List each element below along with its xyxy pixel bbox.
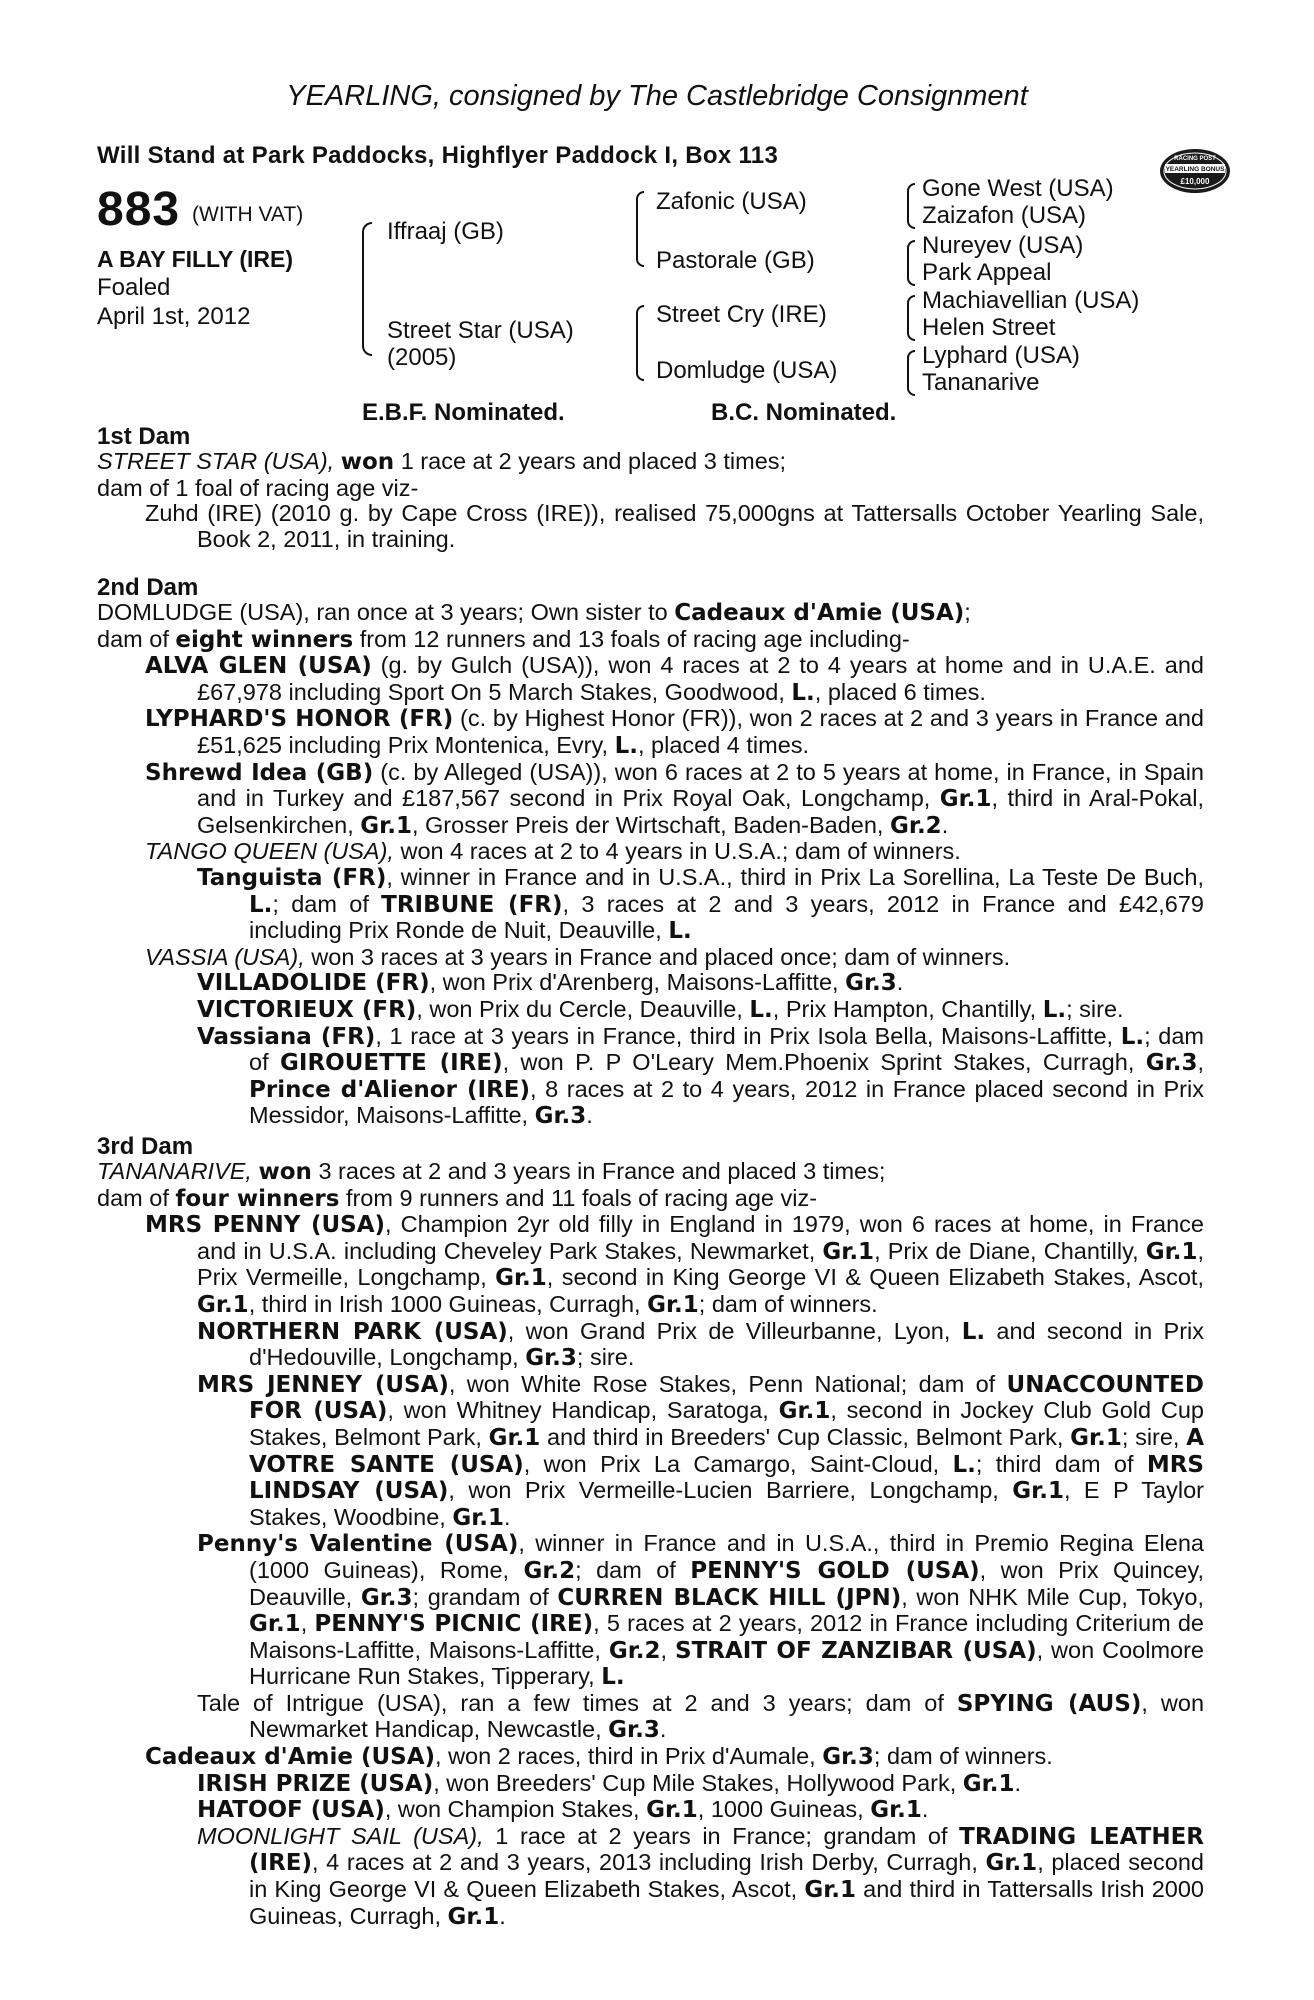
produce-cadeaux-damie: Cadeaux d'Amie (USA), won 2 races, third in Prix d'Aumale, Gr.3; dam of winners.: [145, 1743, 1053, 1771]
produce-irish-prize: IRISH PRIZE (USA), won Breeders' Cup Mile Stakes, Hollywood Park, Gr.1.: [197, 1769, 1021, 1797]
section-first-dam: 1st Dam: [97, 423, 191, 450]
vat-note: (WITH VAT): [192, 203, 304, 226]
section-second-dam: 2nd Dam: [97, 574, 199, 601]
foaled-label: Foaled: [97, 274, 171, 301]
ebf-nominated: E.B.F. Nominated.: [362, 399, 565, 426]
produce-shrewd-idea: Shrewd Idea (GB) (c. by Alleged (USA)), won 6 races at 2 to 5 years at home, in France, in Spain and in Turkey and £187,567 second in Prix Royal Oak, Longchamp, Gr.1, third in Aral-Pokal, Gelsenkirchen, Gr.1, Grosser Preis der Wirtschaft, Baden-Baden, Gr.2.: [145, 758, 1204, 839]
first-dam-produce-zuhd: Zuhd (IRE) (2010 g. by Cape Cross (IRE)), realised 75,000gns at Tattersalls October Yearling Sale, Book 2, 2011, in training.: [145, 500, 1204, 552]
pedigree-dsd: Helen Street: [922, 314, 1056, 341]
first-dam-body: STREET STAR (USA), won 1 race at 2 years and placed 3 times; dam of 1 foal of racing age viz- Zuhd (IRE) (2010 g. by Cape Cross (IRE)), realised 75,000gns at Tattersalls October Yearling Sale, Book 2, 2011, in training.: [97, 448, 1204, 552]
pedigree-sire: Iffraaj (GB): [387, 218, 504, 245]
produce-hatoof: HATOOF (USA), won Champion Stakes, Gr.1, 1000 Guineas, Gr.1.: [197, 1796, 929, 1824]
produce-northern-park: NORTHERN PARK (USA), won Grand Prix de Villeurbanne, Lyon, L. and second in Prix d'Hedouville, Longchamp, Gr.3; sire.: [197, 1317, 1204, 1372]
pedigree-brace-sire: [636, 191, 644, 267]
produce-pennys-valentine: Penny's Valentine (USA), winner in France and in U.S.A., third in Premio Regina Elena (1000 Guineas), Rome, Gr.2; dam of PENNY'S GOLD (USA), won Prix Quincey, Deauville, Gr.3; grandam of CURREN BLACK HILL (JPN), won NHK Mile Cup, Tokyo, Gr.1, PENNY'S PICNIC (IRE), 5 races at 2 years, 2012 in France including Criterium de Maisons-Laffitte, Maisons-Laffitte, Gr.2, STRAIT OF ZANZIBAR (USA), won Coolmore Hurricane Run Stakes, Tipperary, L.: [197, 1530, 1205, 1691]
pedigree-dam-sire: Street Cry (IRE): [656, 301, 827, 328]
pedigree-sds: Nureyev (USA): [922, 232, 1084, 259]
page-title: YEARLING, consigned by The Castlebridge Consignment: [286, 80, 1028, 112]
yearling-bonus-badge: [1159, 148, 1231, 194]
produce-tango-queen: TANGO QUEEN (USA), won 4 races at 2 to 4 years in U.S.A.; dam of winners.: [145, 838, 961, 865]
pedigree-brace-dam: [636, 305, 644, 381]
produce-tanguista: Tanguista (FR), winner in France and in U.S.A., third in Prix La Sorellina, La Teste De Buch, L.; dam of TRIBUNE (FR), 3 races at 2 and 3 years, 2012 in France and £42,679 including Prix Ronde de Nuit, Deauville, L.: [197, 863, 1205, 945]
badge-top-text: RACING POST: [1174, 156, 1216, 162]
pedigree-sdd: Park Appeal: [922, 259, 1052, 286]
badge-emblem: [1159, 148, 1231, 194]
section-third-dam: 3rd Dam: [97, 1133, 194, 1160]
produce-villadolide: VILLADOLIDE (FR), won Prix d'Arenberg, Maisons-Laffitte, Gr.3.: [197, 969, 904, 997]
bc-nominated: B.C. Nominated.: [711, 399, 897, 426]
pedigree-sire-sire: Zafonic (USA): [656, 188, 807, 215]
lot-number: 883: [97, 183, 181, 236]
lot-description: A BAY FILLY (IRE): [97, 246, 293, 272]
produce-mrs-jenney: MRS JENNEY (USA), won White Rose Stakes, Penn National; dam of UNACCOUNTED FOR (USA), won Whitney Handicap, Saratoga, Gr.1, second in Jockey Club Gold Cup Stakes, Belmont Park, Gr.1 and third in Breeders' Cup Classic, Belmont Park, Gr.1; sire, A VOTRE SANTE (USA), won Prix La Camargo, Saint-Cloud, L.; third dam of MRS LINDSAY (USA), won Prix Vermeille-Lucien Barriere, Longchamp, Gr.1, E P Taylor Stakes, Woodbine, Gr.1.: [197, 1370, 1204, 1531]
pedigree-dam: Street Star (USA): [387, 317, 574, 344]
pedigree-ssd: Zaizafon (USA): [922, 202, 1087, 229]
pedigree-sss: Gone West (USA): [922, 175, 1114, 202]
badge-amount-text: £10,000: [1180, 177, 1210, 186]
produce-vassia: VASSIA (USA), won 3 races at 3 years in France and placed once; dam of winners.: [145, 943, 1011, 970]
pedigree-brace-3b: [907, 240, 915, 286]
pedigree-dss: Machiavellian (USA): [922, 287, 1140, 314]
produce-alva-glen: ALVA GLEN (USA) (g. by Gulch (USA)), won 4 races at 2 to 4 years at home and in U.A.E. and £67,978 including Sport On 5 March Stakes, Goodwood, L., placed 6 times.: [145, 652, 1204, 706]
third-dam-body: TANANARIVE, won 3 races at 2 and 3 years in France and placed 3 times; dam of four winners from 9 runners and 11 foals of racing age viz- MRS PENNY (USA), Champion 2yr old filly in England in 1979, won 6 races at home, in France and in U.S.A. including Cheveley Park Stakes, Newmarket, Gr.1, Prix de Diane, Chantilly, Gr.1, Prix Vermeille, Longchamp, Gr.1, second in King George VI & Queen Elizabeth Stakes, Ascot, Gr.1, third in Irish 1000 Guineas, Curragh, Gr.1; dam of winners. NORTHERN PARK (USA), won Grand Prix de Villeurbanne, Lyon, L. and second in Prix d'Hedouville, Longchamp, Gr.3; sire. MRS JENNEY (USA), won White Rose Stakes, Penn National; dam of UNACCOUNTED FOR (USA), won Whitney Handicap, Saratoga, Gr.1, second in Jockey Club Gold Cup Stakes, Belmont Park, Gr.1 and third in Breeders' Cup Classic, Belmont Park, Gr.1; sire, A VOTRE SANTE (USA), won Prix La Camargo, Saint-Cloud, L.; third dam of MRS LINDSAY (USA), won Prix Vermeille-Lucien Barriere, Longchamp, Gr.1, E P Taylor Stakes, Woodbine, Gr.1. Penny's Valentine (USA), winner in France and in U.S.A., third in Premio Regina Elena (1000 Guineas), Rome, Gr.2; dam of PENNY'S GOLD (USA), won Prix Quincey, Deauville, Gr.3; grandam of CURREN BLACK HILL (JPN), won NHK Mile Cup, Tokyo, Gr.1, PENNY'S PICNIC (IRE), 5 races at 2 years, 2012 in France including Criterium de Maisons-Laffitte, Maisons-Laffitte, Gr.2, STRAIT OF ZANZIBAR (USA), won Coolmore Hurricane Run Stakes, Tipperary, L. Tale of Intrigue (USA), ran a few times at 2 and 3 years; dam of SPYING (AUS), won Newmarket Handicap, Newcastle, Gr.3. Cadeaux d'Amie (USA), won 2 races, third in Prix d'Aumale, Gr.3; dam of winners. IRISH PRIZE (USA), won Breeders' Cup Mile Stakes, Hollywood Park, Gr.1. HATOOF (USA), won Champion Stakes, Gr.1, 1000 Guineas, Gr.1. MOONLIGHT SAIL (USA), 1 race at 2 years in France; grandam of TRADING LEATHER (IRE), 4 races at 2 and 3 years, 2013 including Irish Derby, Curragh, Gr.1, placed second in King George VI & Queen Elizabeth Stakes, Ascot, Gr.1 and third in Tattersalls Irish 2000 Guineas, Curragh, Gr.1.: [97, 1158, 1205, 1930]
pedigree-sire-dam: Pastorale (GB): [656, 247, 815, 274]
pedigree-brace-3d: [907, 350, 915, 396]
produce-moonlight-sail: MOONLIGHT SAIL (USA), 1 race at 2 years in France; grandam of TRADING LEATHER (IRE), 4 races at 2 and 3 years, 2013 including Irish Derby, Curragh, Gr.1, placed second in King George VI & Queen Elizabeth Stakes, Ascot, Gr.1 and third in Tattersalls Irish 2000 Guineas, Curragh, Gr.1.: [197, 1822, 1205, 1930]
pedigree-dam-dam: Domludge (USA): [656, 357, 838, 384]
pedigree-brace-main: [362, 222, 372, 356]
produce-vassiana: Vassiana (FR), 1 race at 3 years in France, third in Prix Isola Bella, Maisons-Laffitte, L.; dam of GIROUETTE (IRE), won P. P O'Leary Mem.Phoenix Sprint Stakes, Curragh, Gr.3, Prince d'Alienor (IRE), 8 races at 2 to 4 years, 2012 in France placed second in Prix Messidor, Maisons-Laffitte, Gr.3.: [197, 1022, 1205, 1130]
produce-mrs-penny: MRS PENNY (USA), Champion 2yr old filly in England in 1979, won 6 races at home, in France and in U.S.A. including Cheveley Park Stakes, Newmarket, Gr.1, Prix de Diane, Chantilly, Gr.1, Prix Vermeille, Longchamp, Gr.1, second in King George VI & Queen Elizabeth Stakes, Ascot, Gr.1, third in Irish 1000 Guineas, Curragh, Gr.1; dam of winners.: [145, 1211, 1204, 1318]
produce-lyphards-honor: LYPHARD'S HONOR (FR) (c. by Highest Honor (FR)), won 2 races at 2 and 3 years in France and £51,625 including Prix Montenica, Evry, L., placed 4 times.: [145, 705, 1204, 759]
pedigree-dam-year: (2005): [387, 344, 457, 371]
pedigree-brace-3a: [907, 183, 915, 229]
pedigree-ddd: Tananarive: [922, 369, 1040, 396]
pedigree-brace-3c: [907, 295, 915, 341]
produce-victorieux: VICTORIEUX (FR), won Prix du Cercle, Deauville, L., Prix Hampton, Chantilly, L.; sire.: [197, 995, 1124, 1023]
pedigree-dds: Lyphard (USA): [922, 342, 1080, 369]
second-dam-body: DOMLUDGE (USA), ran once at 3 years; Own sister to Cadeaux d'Amie (USA); dam of eight winners from 12 runners and 13 foals of racing age including- ALVA GLEN (USA) (g. by Gulch (USA)), won 4 races at 2 to 4 years at home and in U.A.E. and £67,978 including Sport On 5 March Stakes, Goodwood, L., placed 6 times. LYPHARD'S HONOR (FR) (c. by Highest Honor (FR)), won 2 races at 2 and 3 years in France and £51,625 including Prix Montenica, Evry, L., placed 4 times. Shrewd Idea (GB) (c. by Alleged (USA)), won 6 races at 2 to 5 years at home, in France, in Spain and in Turkey and £187,567 second in Prix Royal Oak, Longchamp, Gr.1, third in Aral-Pokal, Gelsenkirchen, Gr.1, Grosser Preis der Wirtschaft, Baden-Baden, Gr.2. TANGO QUEEN (USA), won 4 races at 2 to 4 years in U.S.A.; dam of winners. Tanguista (FR), winner in France and in U.S.A., third in Prix La Sorellina, La Teste De Buch, L.; dam of TRIBUNE (FR), 3 races at 2 and 3 years, 2012 in France and £42,679 including Prix Ronde de Nuit, Deauville, L. VASSIA (USA), won 3 races at 3 years in France and placed once; dam of winners. VILLADOLIDE (FR), won Prix d'Arenberg, Maisons-Laffitte, Gr.3. VICTORIEUX (FR), won Prix du Cercle, Deauville, L., Prix Hampton, Chantilly, L.; sire. Vassiana (FR), 1 race at 3 years in France, third in Prix Isola Bella, Maisons-Laffitte, L.; dam of GIROUETTE (IRE), won P. P O'Leary Mem.Phoenix Sprint Stakes, Curragh, Gr.3, Prince d'Alienor (IRE), 8 races at 2 to 4 years, 2012 in France placed second in Prix Messidor, Maisons-Laffitte, Gr.3.: [97, 599, 1205, 1130]
produce-tale-of-intrigue: Tale of Intrigue (USA), ran a few times at 2 and 3 years; dam of SPYING (AUS), won Newmarket Handicap, Newcastle, Gr.3.: [197, 1689, 1205, 1744]
badge-mid-text: YEARLING BONUS: [1165, 166, 1225, 173]
stand-location: Will Stand at Park Paddocks, Highflyer Paddock I, Box 113: [97, 142, 779, 169]
foaled-date: April 1st, 2012: [97, 303, 251, 330]
